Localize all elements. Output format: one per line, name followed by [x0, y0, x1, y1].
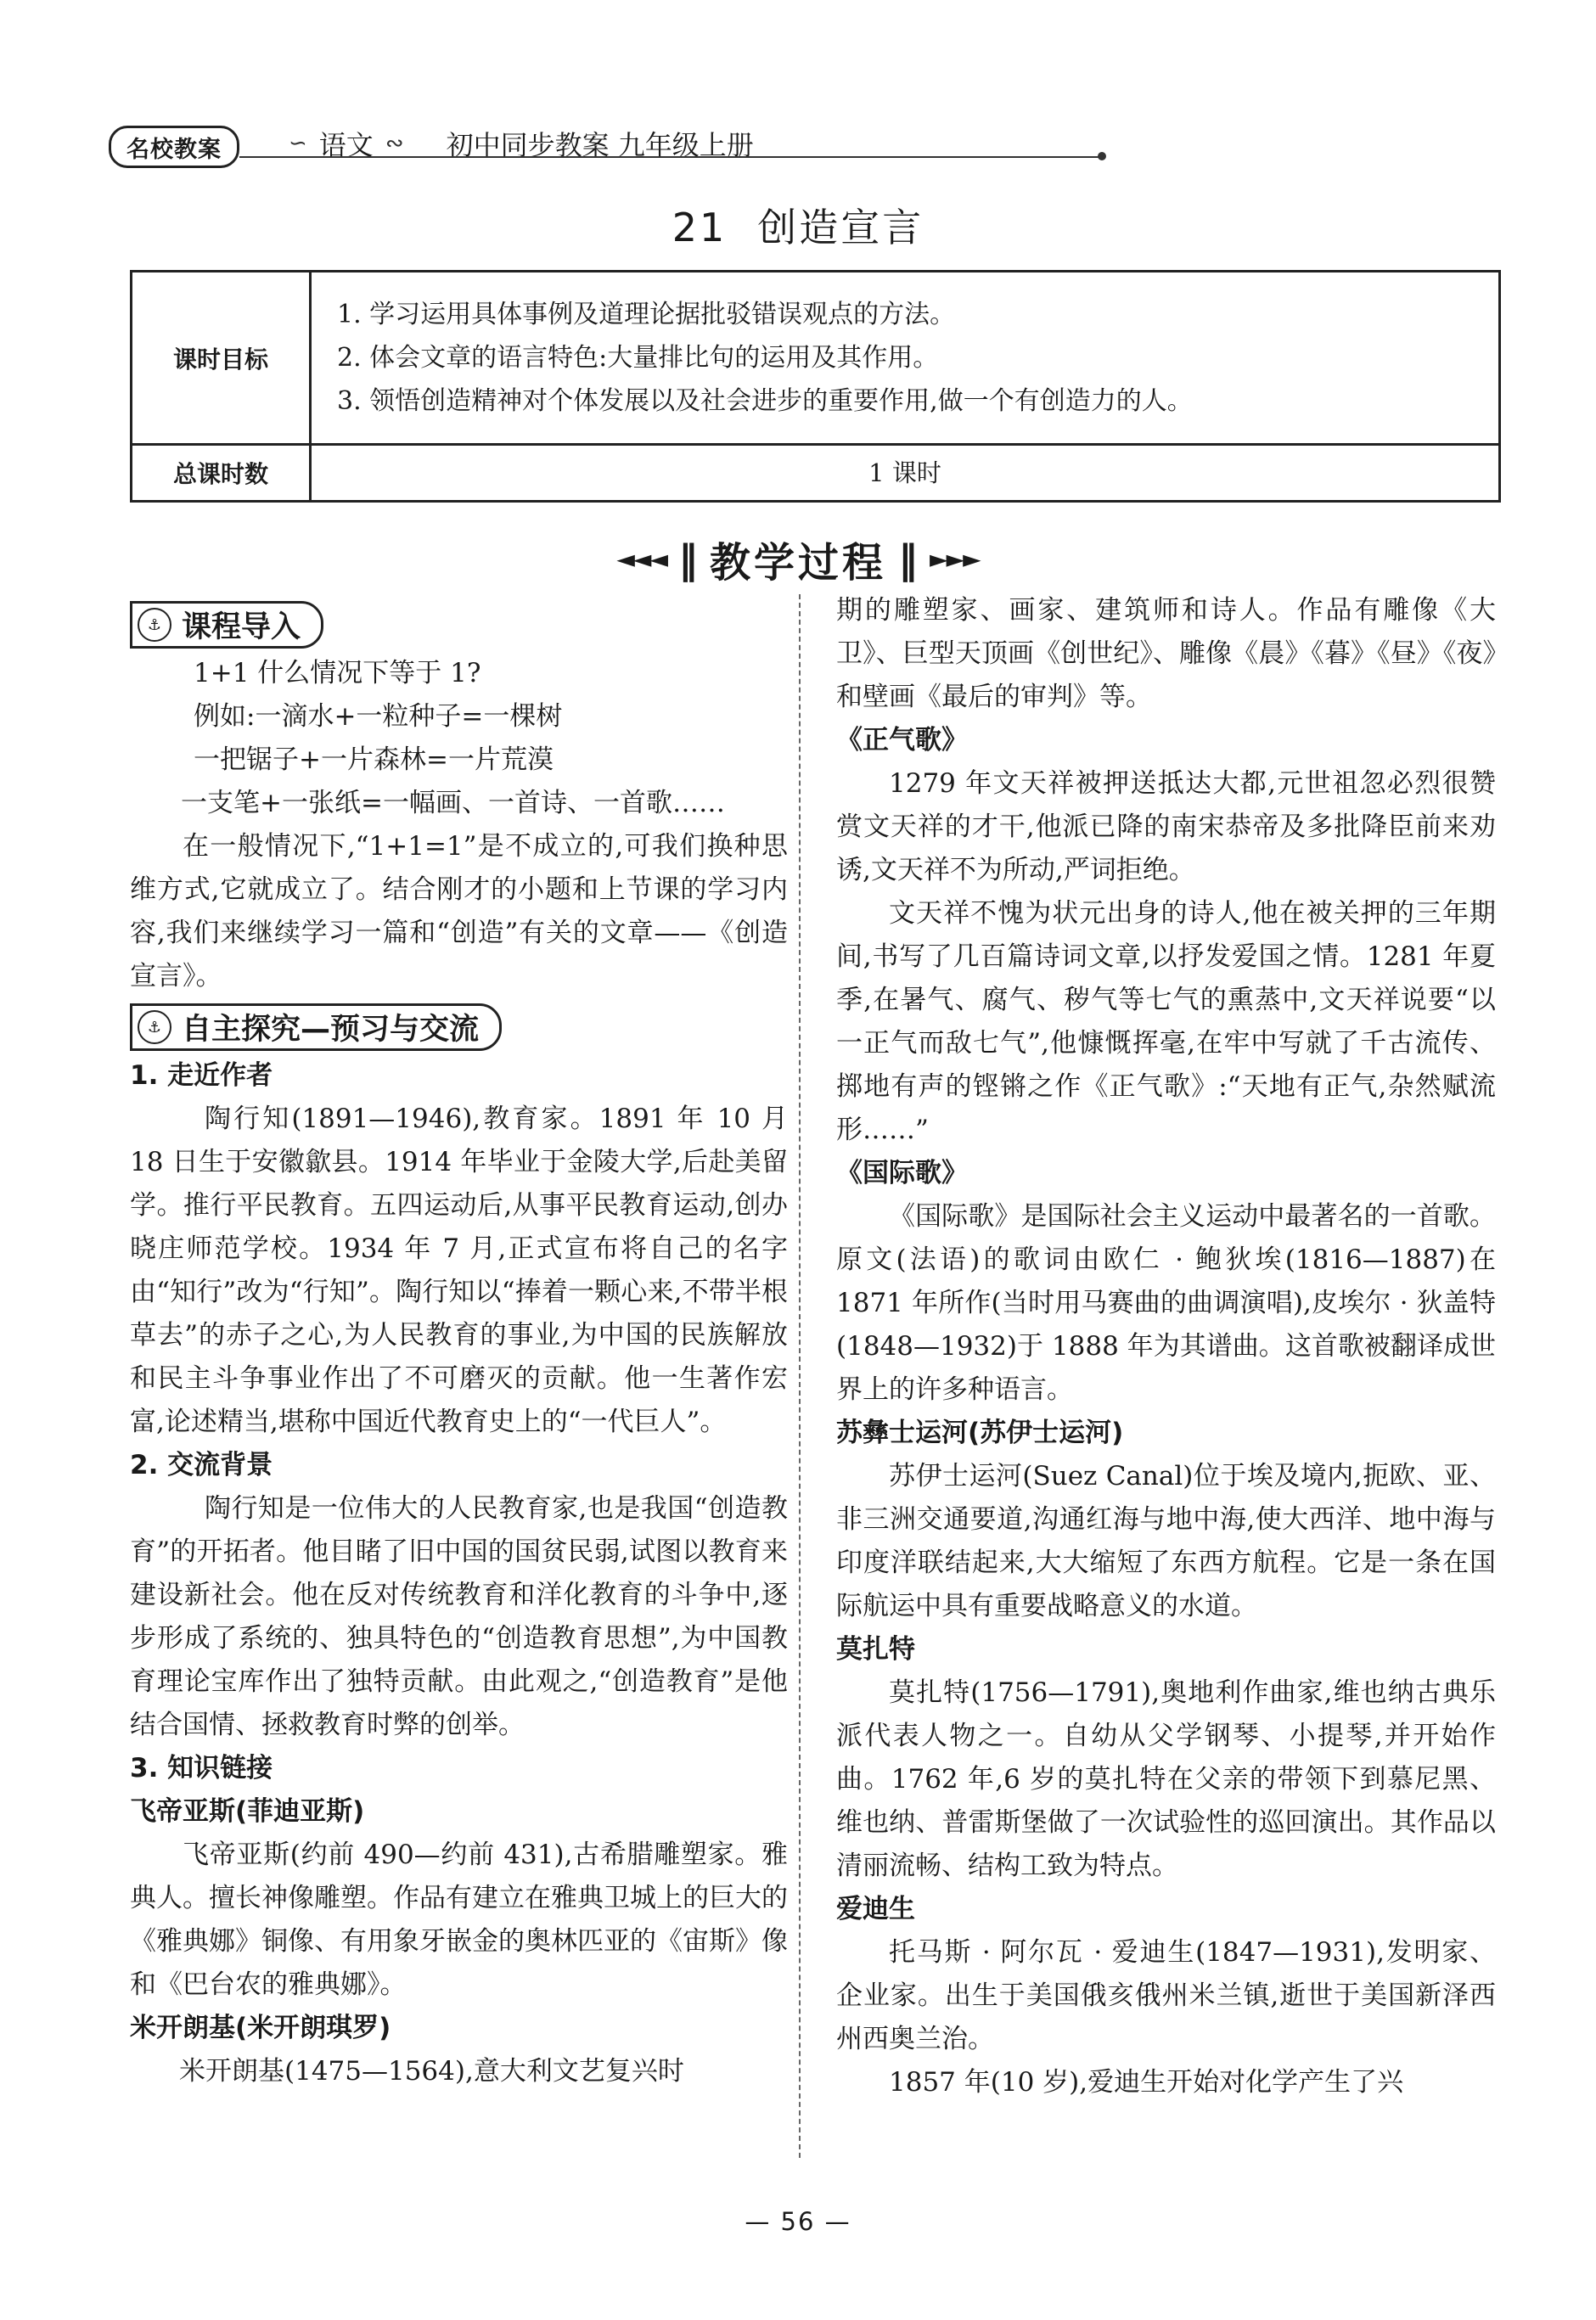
goals-list — [312, 272, 1498, 443]
zhengqi-paragraph: 文天祥不愧为状元出身的诗人,他在被关押的三年期间,书写了几百篇诗词文章,以抒发爱国之情。1281 年夏季,在暑气、腐气、秽气等七气的熏蒸中,文天祥说要“以一正气而敌七气”,他慷慨挥毫,在牢中写就了千古流传、掷地有声的铿锵之作《正气歌》:“天地有正气,杂然赋流形……” — [836, 898, 1496, 1145]
edison-paragraph: 1857 年(10 岁),爱迪生开始对化学产生了兴 — [889, 2067, 1404, 2098]
header-rule-dot — [1098, 152, 1106, 160]
publisher-logo: 名校教案 — [109, 126, 239, 168]
lesson-number: 21 — [672, 205, 728, 250]
goal-item: 3. 领悟创造精神对个体发展以及社会进步的重要作用,做一个有创造力的人。 — [337, 386, 1193, 416]
edison-paragraph: 托马斯 · 阿尔瓦 · 爱迪生(1847—1931),发明家、企业家。出生于美国俄亥俄州米兰镇,逝世于美国新泽西州西奥兰治。 — [836, 1937, 1496, 2054]
hours-value: 1 课时 — [868, 458, 941, 487]
michelangelo-text: 米开朗基(1475—1564),意大利文艺复兴时 — [179, 2056, 684, 2087]
zhengqi-heading: 《正气歌》 — [836, 725, 968, 756]
explore-heading: 自主探究—预习与交流 — [182, 1013, 480, 1047]
section-marker-icon: ⚓ — [138, 608, 171, 642]
links-heading: 3. 知识链接 — [130, 1753, 273, 1784]
bars-right-icon: ‖ — [898, 536, 918, 582]
arrows-right-icon: ►►► — [930, 545, 980, 573]
hours-row — [132, 443, 1498, 500]
section-marker-icon: ⚓ — [138, 1010, 171, 1044]
swirl-right-icon: ∾ — [385, 131, 404, 156]
swirl-left-icon: ∽ — [289, 131, 307, 156]
explore-section-badge — [130, 1003, 502, 1051]
goal-item: 2. 体会文章的语言特色:大量排比句的运用及其作用。 — [337, 343, 939, 373]
process-banner-text: 教学过程 — [709, 539, 886, 587]
zhengqi-paragraph: 1279 年文天祥被押送抵达大都,元世祖忽必烈很赞赏文天祥的才干,他派已降的南宋恭帝及多批降臣前来劝诱,文天祥不为所动,严词拒绝。 — [836, 768, 1496, 885]
author-text: 陶行知(1891—1946),教育家。1891 年 10 月 18 日生于安徽歙县。1914 年毕业于金陵大学,后赴美留学。推行平民教育。五四运动后,从事平民教育运动,创办晓庄师范学校。1934 年 7 月,正式宣布将自己的名字由“知行”改为“行知”。陶行知以“捧着一颗心来,不带半根草去”的赤子之心,为人民教育的事业,为中国的民族解放和民主斗争事业作出了不可磨灭的贡献。他一生著作宏富,论述精当,堪称中国近代教育史上的“一代巨人”。 — [130, 1104, 788, 1437]
right-column — [836, 589, 1496, 2104]
author-heading: 1. 走近作者 — [130, 1060, 273, 1091]
edison-heading: 爱迪生 — [836, 1894, 915, 1924]
michelangelo-continued: 期的雕塑家、画家、建筑师和诗人。作品有雕像《大卫》、巨型天顶画《创世纪》、雕像《晨》《暮》《昼》《夜》和壁画《最后的审判》等。 — [836, 595, 1496, 712]
phidias-heading: 飞帝亚斯(菲迪亚斯) — [130, 1796, 365, 1827]
goal-item: 1. 学习运用具体事例及道理论据批驳错误观点的方法。 — [337, 300, 956, 329]
header-subject: 语文 — [318, 129, 374, 161]
internationale-text: 《国际歌》是国际社会主义运动中最著名的一首歌。原文(法语)的歌词由欧仁 · 鲍狄埃(1816—1887)在 1871 年所作(当时用马赛曲的曲调演唱),皮埃尔 · 狄盖特(1848—1932)于 1888 年为其谱曲。这首歌被翻译成世界上的许多种语言。 — [836, 1201, 1496, 1405]
goals-label: 课时目标 — [132, 272, 312, 443]
lesson-title-text: 创造宣言 — [757, 205, 924, 250]
intro-line: 1+1 什么情况下等于 1? — [194, 658, 481, 688]
process-banner — [0, 530, 1596, 588]
suez-text: 苏伊士运河(Suez Canal)位于埃及境内,扼欧、亚、非三洲交通要道,沟通红海与地中海,使大西洋、地中海与印度洋联结起来,大大缩短了东西方航程。它是一条在国际航运中具有重要战略意义的水道。 — [836, 1461, 1496, 1621]
intro-section-badge — [130, 601, 323, 649]
page-number: — 56 — — [745, 2207, 851, 2236]
intro-heading: 课程导入 — [182, 610, 301, 644]
background-heading: 2. 交流背景 — [130, 1450, 273, 1480]
lesson-title — [0, 197, 1596, 253]
arrows-left-icon: ◄◄◄ — [616, 545, 666, 573]
column-divider — [799, 594, 801, 2158]
suez-heading: 苏彝士运河(苏伊士运河) — [836, 1418, 1124, 1448]
mozart-text: 莫扎特(1756—1791),奥地利作曲家,维也纳古典乐派代表人物之一。自幼从父学钢琴、小提琴,并开始作曲。1762 年,6 岁的莫扎特在父亲的带领下到慕尼黑、维也纳、普雷斯堡做了一次试验性的巡回演出。其作品以清丽流畅、结构工致为特点。 — [836, 1677, 1496, 1881]
left-column — [130, 599, 788, 2093]
intro-paragraph: 在一般情况下,“1+1=1”是不成立的,可我们换种思维方式,它就成立了。结合刚才的小题和上节课的学习内容,我们来继续学习一篇和“创造”有关的文章——《创造宣言》。 — [130, 831, 788, 991]
mozart-heading: 莫扎特 — [836, 1634, 915, 1665]
intro-line: 一支笔+一张纸=一幅画、一首诗、一首歌…… — [181, 788, 725, 818]
bars-left-icon: ‖ — [677, 536, 698, 582]
background-text: 陶行知是一位伟大的人民教育家,也是我国“创造教育”的开拓者。他目睹了旧中国的国贫民弱,试图以教育来建设新社会。他在反对传统教育和洋化教育的斗争中,逐步形成了系统的、独具特色的“创造教育思想”,为中国教育理论宝库作出了独特贡献。由此观之,“创造教育”是他结合国情、拯救教育时弊的创举。 — [130, 1493, 788, 1740]
header-rule — [239, 156, 1101, 158]
internationale-heading: 《国际歌》 — [836, 1158, 968, 1188]
goals-row — [132, 272, 1498, 443]
intro-line: 例如:一滴水+一粒种子=一棵树 — [194, 701, 563, 732]
objectives-table — [130, 270, 1501, 503]
hours-label: 总课时数 — [132, 446, 312, 500]
intro-line: 一把锯子+一片森林=一片荒漠 — [194, 744, 554, 775]
phidias-text: 飞帝亚斯(约前 490—约前 431),古希腊雕塑家。雅典人。擅长神像雕塑。作品有建立在雅典卫城上的巨大的《雅典娜》铜像、有用象牙嵌金的奥林匹亚的《宙斯》像和《巴台农的雅典娜》。 — [130, 1840, 788, 2000]
header-book: 初中同步教案 九年级上册 — [446, 129, 754, 161]
michelangelo-heading: 米开朗基(米开朗琪罗) — [130, 2013, 391, 2043]
